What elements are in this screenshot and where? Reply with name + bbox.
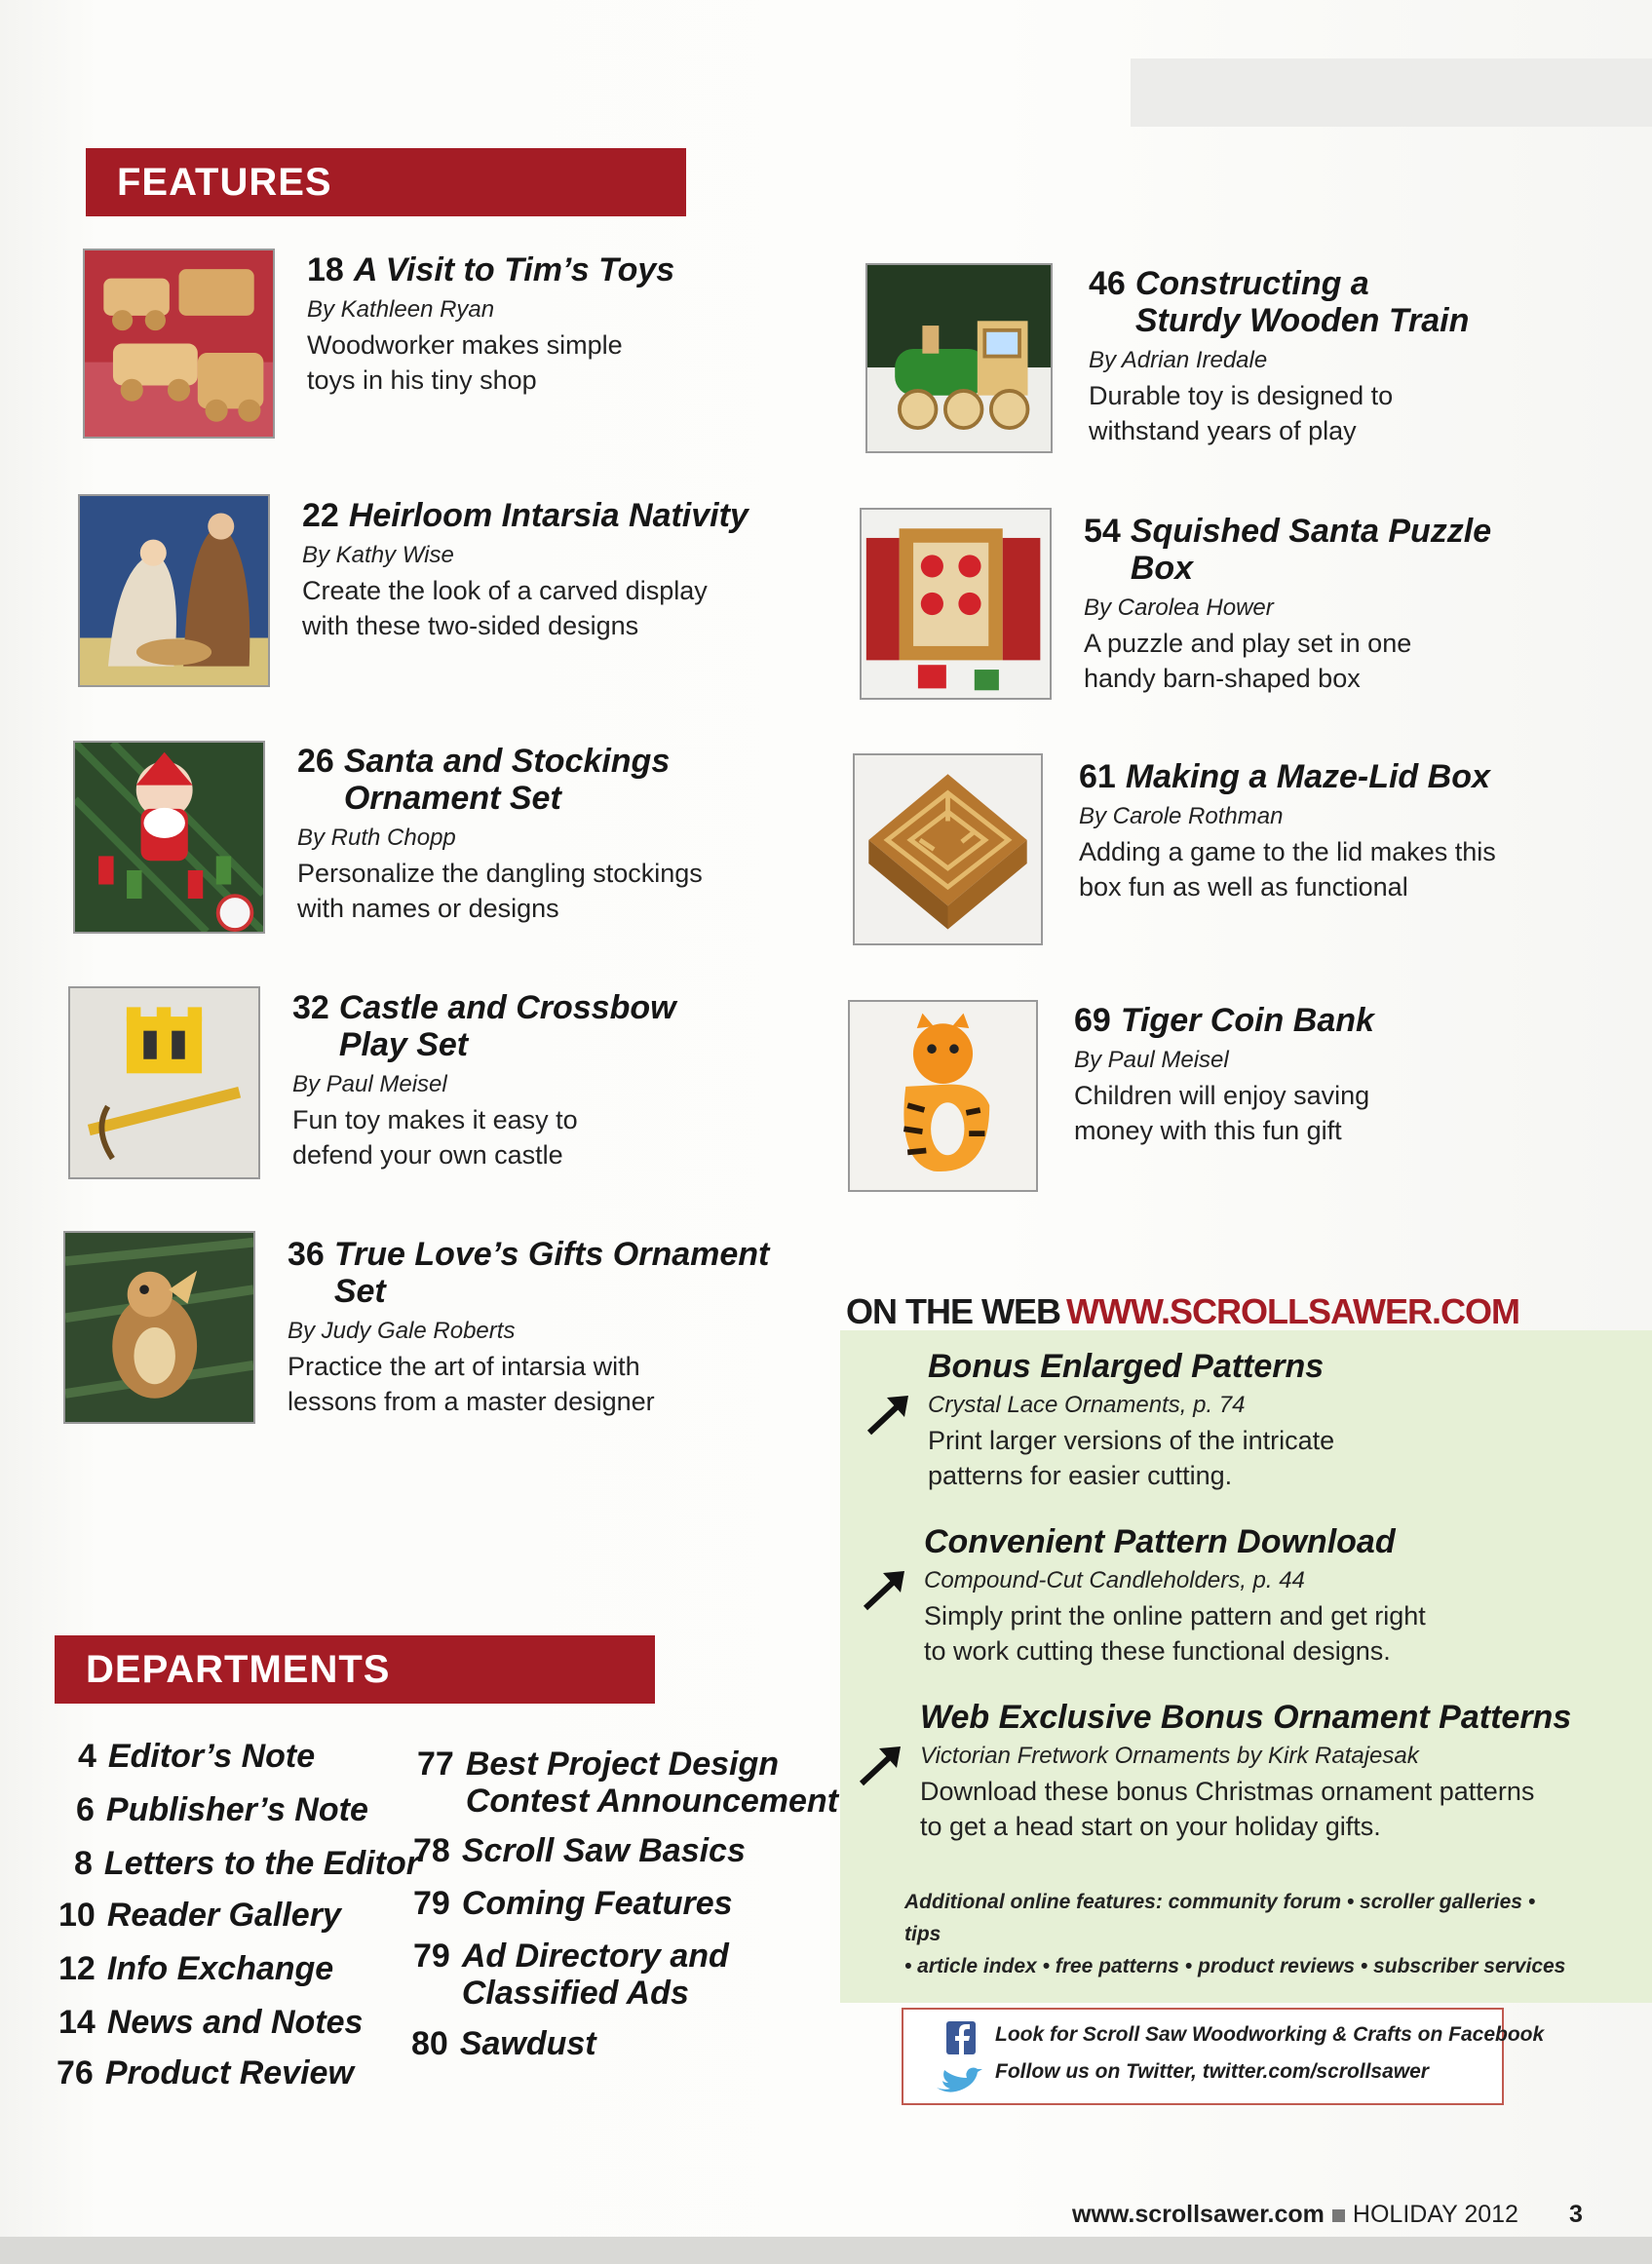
feature-22 (302, 497, 750, 643)
feature-byline: By Carolea Hower (1084, 595, 1274, 621)
web-url-link[interactable]: WWW.SCROLLSAWER.COM (1066, 1291, 1519, 1331)
feature-54 (1084, 513, 1552, 696)
dept-info-exchange[interactable]: 12 Info Exchange (58, 1950, 334, 1987)
feature-byline: By Adrian Iredale (1089, 347, 1268, 373)
dept-publishers-note[interactable]: 6 Publisher’s Note (76, 1791, 368, 1828)
feature-36 (288, 1236, 775, 1419)
arrow-up-right-icon (864, 1392, 914, 1437)
twitter-bird-icon[interactable] (933, 2066, 983, 2097)
feature-description: Personalize the dangling stockings with names or designs (297, 859, 703, 923)
feature-46 (1089, 265, 1537, 448)
additional-features: Additional online features: community forum • scroller galleries • tips • article index • free patterns • product reviews • subscriber services (904, 1891, 1566, 1977)
page-bottom-edge (0, 2237, 1652, 2264)
on-the-web-heading: ON THE WEB WWW.SCROLLSAWER.COM (846, 1291, 1519, 1331)
feature-description: Durable toy is designed to withstand years of play (1089, 381, 1394, 445)
arrow-up-right-icon (856, 1743, 906, 1787)
feature-description: Children will enjoy saving money with this fun gift (1074, 1081, 1370, 1145)
page-footer (1072, 2201, 1583, 2229)
web-item-pattern-download (924, 1523, 1626, 1669)
feature-title[interactable]: 36 True Love’s Gifts Ornament Set (288, 1236, 770, 1310)
page-number: 3 (1569, 2201, 1583, 2228)
web-item-title[interactable]: Bonus Enlarged Patterns (928, 1348, 1325, 1385)
web-item-subtitle: Compound-Cut Candleholders, p. 44 (924, 1567, 1305, 1593)
feature-byline: By Kathy Wise (302, 542, 454, 568)
feature-description: Adding a game to the lid makes this box fun as well as functional (1079, 837, 1496, 902)
arrow-up-right-icon (860, 1567, 910, 1612)
social-links-box (902, 2008, 1545, 2105)
twitter-link[interactable]: Follow us on Twitter, twitter.com/scrollsawer (995, 2060, 1429, 2083)
web-item-description: Download these bonus Christmas ornament patterns to get a head start on your holiday gifts. (920, 1777, 1535, 1841)
facebook-link[interactable]: Look for Scroll Saw Woodworking & Crafts on Facebook (995, 2023, 1545, 2046)
feature-69 (1074, 1002, 1522, 1148)
feature-description: Fun toy makes it easy to defend your own castle (292, 1105, 578, 1170)
web-item-description: Simply print the online pattern and get right to work cutting these functional designs. (924, 1601, 1426, 1666)
feature-description: Practice the art of intarsia with lessons from a master designer (288, 1352, 655, 1416)
feature-description: A puzzle and play set in one handy barn-shaped box (1084, 629, 1412, 693)
facebook-icon[interactable] (946, 2021, 976, 2054)
feature-byline: By Kathleen Ryan (307, 296, 495, 323)
feature-byline: By Paul Meisel (292, 1071, 447, 1097)
dept-news-notes[interactable]: 14 News and Notes (58, 2004, 364, 2041)
feature-byline: By Paul Meisel (1074, 1047, 1229, 1073)
dept-letters[interactable]: 8 Letters to the Editor (74, 1845, 419, 1882)
thumb-santa-puzzle-box (860, 508, 1052, 700)
web-item-title[interactable]: Convenient Pattern Download (924, 1523, 1396, 1560)
feature-byline: By Ruth Chopp (297, 825, 456, 851)
web-item-ornament-patterns (920, 1699, 1641, 1844)
features-heading: FEATURES (86, 148, 686, 216)
feature-byline: By Judy Gale Roberts (288, 1318, 516, 1344)
thumb-wooden-train (865, 263, 1053, 453)
feature-title[interactable]: 54 Squished Santa Puzzle Box (1084, 513, 1492, 587)
web-item-subtitle: Crystal Lace Ornaments, p. 74 (928, 1392, 1246, 1418)
footer-url[interactable]: www.scrollsawer.com (1072, 2201, 1325, 2228)
feature-18 (307, 251, 755, 398)
dept-scroll-saw-basics[interactable]: 78 Scroll Saw Basics (413, 1832, 746, 1869)
feature-title[interactable]: 26 Santa and Stockings Ornament Set (297, 743, 671, 817)
feature-title[interactable]: 46 Constructing a Sturdy Wooden Train (1089, 265, 1470, 339)
thumb-nativity (78, 494, 270, 687)
departments-heading: DEPARTMENTS (55, 1635, 655, 1704)
feature-26 (297, 743, 746, 926)
feature-description: Create the look of a carved display with these two-sided designs (302, 576, 708, 640)
web-item-title[interactable]: Web Exclusive Bonus Ornament Patterns (920, 1699, 1572, 1736)
feature-title[interactable]: 61 Making a Maze-Lid Box (1079, 758, 1490, 795)
dept-editors-note[interactable]: 4 Editor’s Note (78, 1738, 316, 1775)
thumb-santa-stockings (73, 741, 265, 934)
thumb-tiger-coin-bank (848, 1000, 1038, 1192)
footer-issue: HOLIDAY 2012 (1352, 2201, 1518, 2228)
feature-description: Woodworker makes simple toys in his tiny shop (307, 330, 623, 395)
dept-ad-directory[interactable]: 79 Ad Directory and Classified Ads (413, 1938, 729, 2012)
thumb-tims-toys (83, 249, 275, 439)
feature-title[interactable]: 22 Heirloom Intarsia Nativity (302, 497, 749, 534)
bleed-through-strip (1131, 58, 1652, 127)
thumb-maze-lid-box (853, 753, 1043, 945)
web-item-enlarged-patterns (928, 1348, 1630, 1493)
dept-coming-features[interactable]: 79 Coming Features (413, 1885, 733, 1922)
feature-byline: By Carole Rothman (1079, 803, 1284, 829)
feature-title[interactable]: 32 Castle and Crossbow Play Set (292, 989, 676, 1063)
feature-32 (292, 989, 741, 1172)
dept-product-review[interactable]: 76 Product Review (57, 2054, 354, 2091)
feature-title[interactable]: 18 A Visit to Tim’s Toys (307, 251, 675, 288)
dept-reader-gallery[interactable]: 10 Reader Gallery (58, 1897, 341, 1934)
thumb-true-loves-gifts (63, 1231, 255, 1424)
web-item-description: Print larger versions of the intricate patterns for easier cutting. (928, 1426, 1335, 1490)
dept-sawdust[interactable]: 80 Sawdust (411, 2025, 596, 2062)
footer-separator (1332, 2209, 1345, 2222)
web-item-subtitle: Victorian Fretwork Ornaments by Kirk Ratajesak (920, 1743, 1419, 1769)
feature-61 (1079, 758, 1547, 904)
dept-contest[interactable]: 77 Best Project Design Contest Announcement (417, 1746, 839, 1820)
feature-title[interactable]: 69 Tiger Coin Bank (1074, 1002, 1374, 1039)
thumb-castle-crossbow (68, 986, 260, 1179)
